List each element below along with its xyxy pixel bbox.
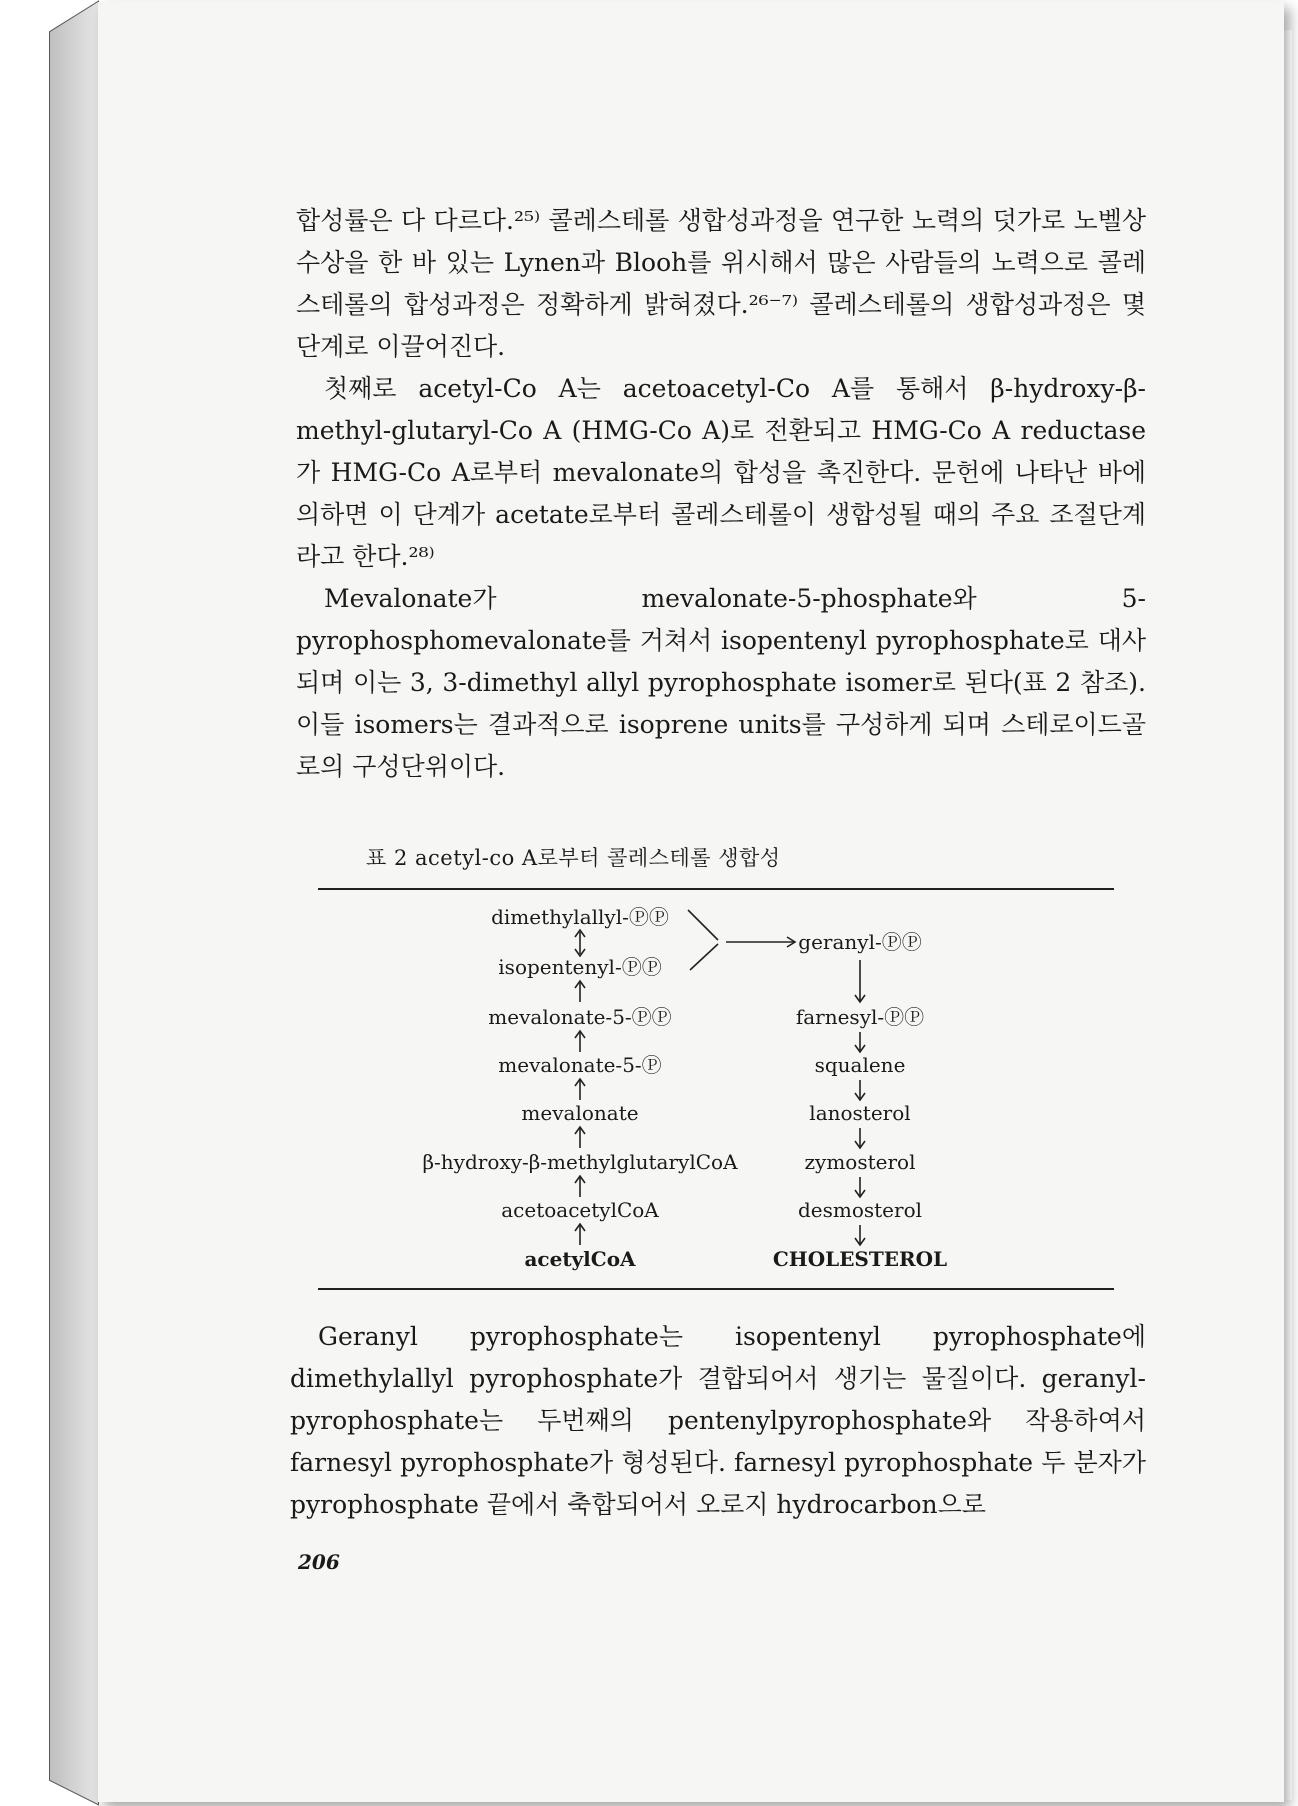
up-arrow-icon [575,1224,585,1245]
down-arrow-icon [855,1128,865,1148]
down-arrow-icon [855,1225,865,1245]
down-arrow-icon [855,960,865,1002]
table-top-rule [318,888,1114,890]
right-step-5: zymosterol [804,1150,916,1174]
body-text [296,200,1146,788]
double-arrow-icon [575,930,585,956]
left-step-2: isopentenyl-ⓅⓅ [498,955,662,979]
left-step-5: mevalonate [521,1101,639,1125]
table-bottom-rule [318,1288,1114,1290]
pathway-diagram [318,892,1114,1288]
left-step-4: mevalonate-5-Ⓟ [498,1053,662,1077]
down-arrow-icon [855,1032,865,1052]
down-arrow-icon [855,1080,865,1100]
down-arrow-icon [855,1177,865,1197]
table-caption: 표 2 acetyl-co A로부터 콜레스테롤 생합성 [366,846,781,870]
right-step-2: farnesyl-ⓅⓅ [795,1005,925,1029]
right-step-4: lanosterol [809,1101,911,1125]
up-arrow-icon [575,1031,585,1052]
paragraph-3: Mevalonate가 mevalonate-5-phosphate와 5-pyrophosphomevalonate를 거쳐서 isopentenyl pyrophosphate로 대사되며 이는 3, 3-dimethyl allyl pyrophosphate isomer로 된다(표 2 참조). 이들 isomers는 결과적으로 isoprene units를 구성하게 되며 스테로이드골로의 구성단위이다. [296,584,1146,781]
paragraph-2: 첫째로 acetyl-Co A는 acetoacetyl-Co A를 통해서 β-hydroxy-β-methyl-glutaryl-Co A (HMG-Co A)로 전환되고 HMG-Co A reductase가 HMG-Co A로부터 mevalonate의 합성을 촉진한다. 문헌에 나타난 바에 의하면 이 단계가 acetate로부터 콜레스테롤이 생합성될 때의 주요 조절단계라고 한다.²⁸⁾ [296,374,1146,571]
paragraph-1: 합성률은 다 다르다.²⁵⁾ 콜레스테롤 생합성과정을 연구한 노력의 덧가로 노벨상 수상을 한 바 있는 Lynen과 Blooh를 위시해서 많은 사람들의 노력으로 콜레스테롤의 합성과정은 정확하게 밝혀졌다.²⁶⁻⁷⁾ 콜레스테롤의 생합성과정은 몇 단계로 이끌어진다. [296,206,1146,361]
merge-arrow-icon [688,910,795,970]
page-number: 206 [298,1550,340,1574]
up-arrow-icon [575,1176,585,1197]
up-arrow-icon [575,981,585,1002]
left-step-1: dimethylallyl-ⓅⓅ [491,905,669,929]
right-step-6: desmosterol [797,1198,923,1222]
right-step-7: CHOLESTEROL [772,1247,948,1271]
left-step-8: acetylCoA [524,1247,636,1271]
page-edge [1284,30,1292,1800]
up-arrow-icon [575,1079,585,1100]
up-arrow-icon [575,1127,585,1148]
right-step-3: squalene [814,1053,906,1077]
left-step-6: β-hydroxy-β-methylglutarylCoA [422,1150,738,1174]
left-step-7: acetoacetylCoA [501,1198,659,1222]
left-step-3: mevalonate-5-ⓅⓅ [488,1005,672,1029]
right-step-1: geranyl-ⓅⓅ [798,930,922,954]
paragraph-4: Geranyl pyrophosphate는 isopentenyl pyrophosphate에 dimethylallyl pyrophosphate가 결합되어서 생기는 물질이다. geranyl-pyrophosphate는 두번째의 pentenylpyrophosphate와 작용하여서 farnesyl pyrophosphate가 형성된다. farnesyl pyrophosphate 두 분자가 pyrophosphate 끝에서 축합되어서 오로지 hydrocarbon으로 [290,1322,1146,1519]
body-text-continued [290,1316,1146,1526]
